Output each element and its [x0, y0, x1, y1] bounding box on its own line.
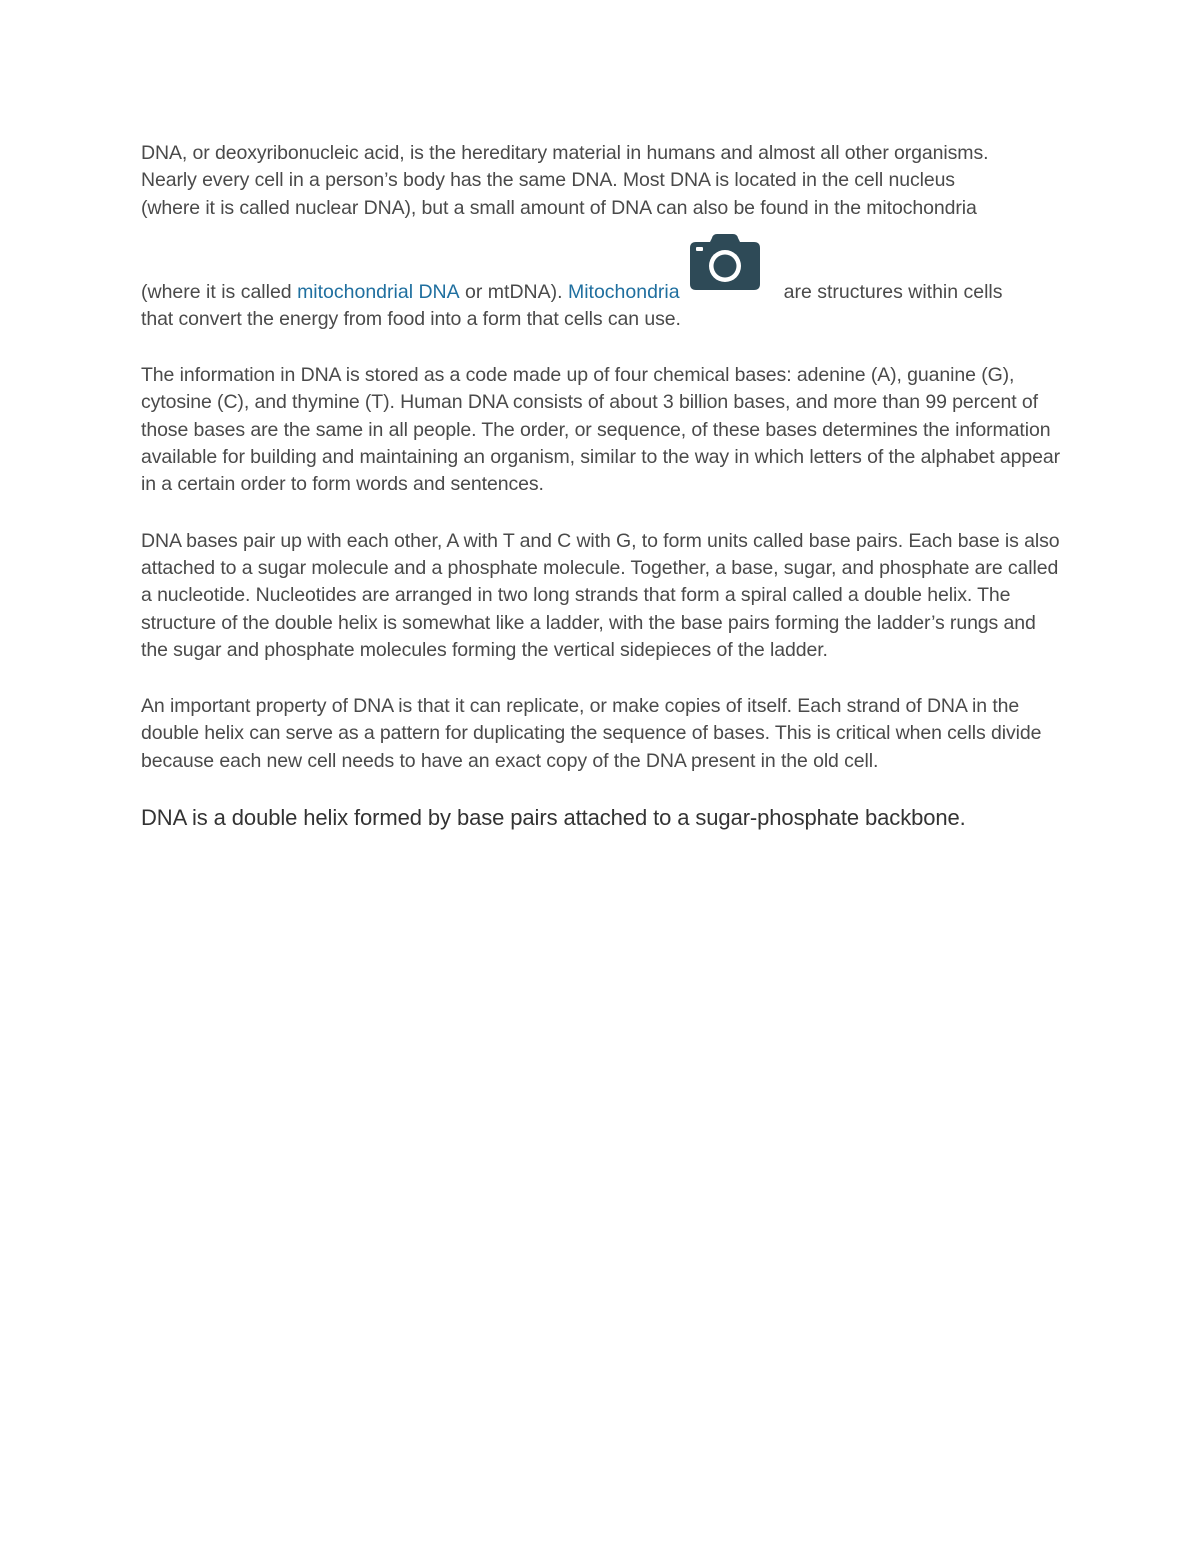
paragraph-replication: An important property of DNA is that it can replicate, or make copies of itself. Each strand of DNA in the double helix can serve as a pattern for duplicating the sequence of bases. This is critical when cells divide because each new cell needs to have an exact copy of the DNA present in the old cell. — [141, 695, 1042, 772]
intro-line-2: Nearly every cell in a person’s body has the same DNA. Most DNA is located in the cell nucleus — [141, 169, 955, 192]
document-body — [141, 140, 1066, 832]
camera-icon[interactable] — [688, 234, 762, 292]
intro-cont-mid: or mtDNA). — [459, 280, 568, 303]
paragraph-base-pairs: DNA bases pair up with each other, A with T and C with G, to form units called base pairs. Each base is also attached to a sugar molecule and a phosphate molecule. Together, a base, sugar, and phosphate are called a nucleotide. Nucleotides are arranged in two long strands that form a spiral called a double helix. The structure of the double helix is somewhat like a ladder, with the base pairs forming the ladder’s rungs and the sugar and phosphate molecules forming the vertical sidepieces of the ladder. — [141, 529, 1060, 661]
paragraph-intro — [141, 140, 1066, 222]
intro-line-with-icon — [141, 222, 1066, 306]
mitochondria-link[interactable]: Mitochondria — [567, 280, 680, 303]
paragraph-bases: The information in DNA is stored as a code made up of four chemical bases: adenine (A), guanine (G), cytosine (C), and thymine (T). Human DNA consists of about 3 billion bases, and more than 99 percent of those bases are the same in all people. The order, or sequence, of these bases determines the information available for building and maintaining an organism, similar to the way in which letters of the alphabet appear in a certain order to form words and sentences. — [141, 364, 1061, 496]
intro-cont-suffix: are structures within cells — [783, 280, 1003, 303]
intro-last-line: that convert the energy from food into a form that cells can use. — [141, 307, 681, 330]
intro-line-1: DNA, or deoxyribonucleic acid, is the hereditary material in humans and almost all other organisms. — [141, 142, 989, 164]
mitochondrial-dna-link[interactable]: mitochondrial DNA — [297, 280, 460, 303]
intro-line-3: (where it is called nuclear DNA), but a small amount of DNA can also be found in the mitochondria — [141, 196, 977, 219]
intro-cont-prefix: (where it is called — [141, 280, 298, 303]
figure-caption: DNA is a double helix formed by base pairs attached to a sugar-phosphate backbone. — [141, 805, 966, 831]
